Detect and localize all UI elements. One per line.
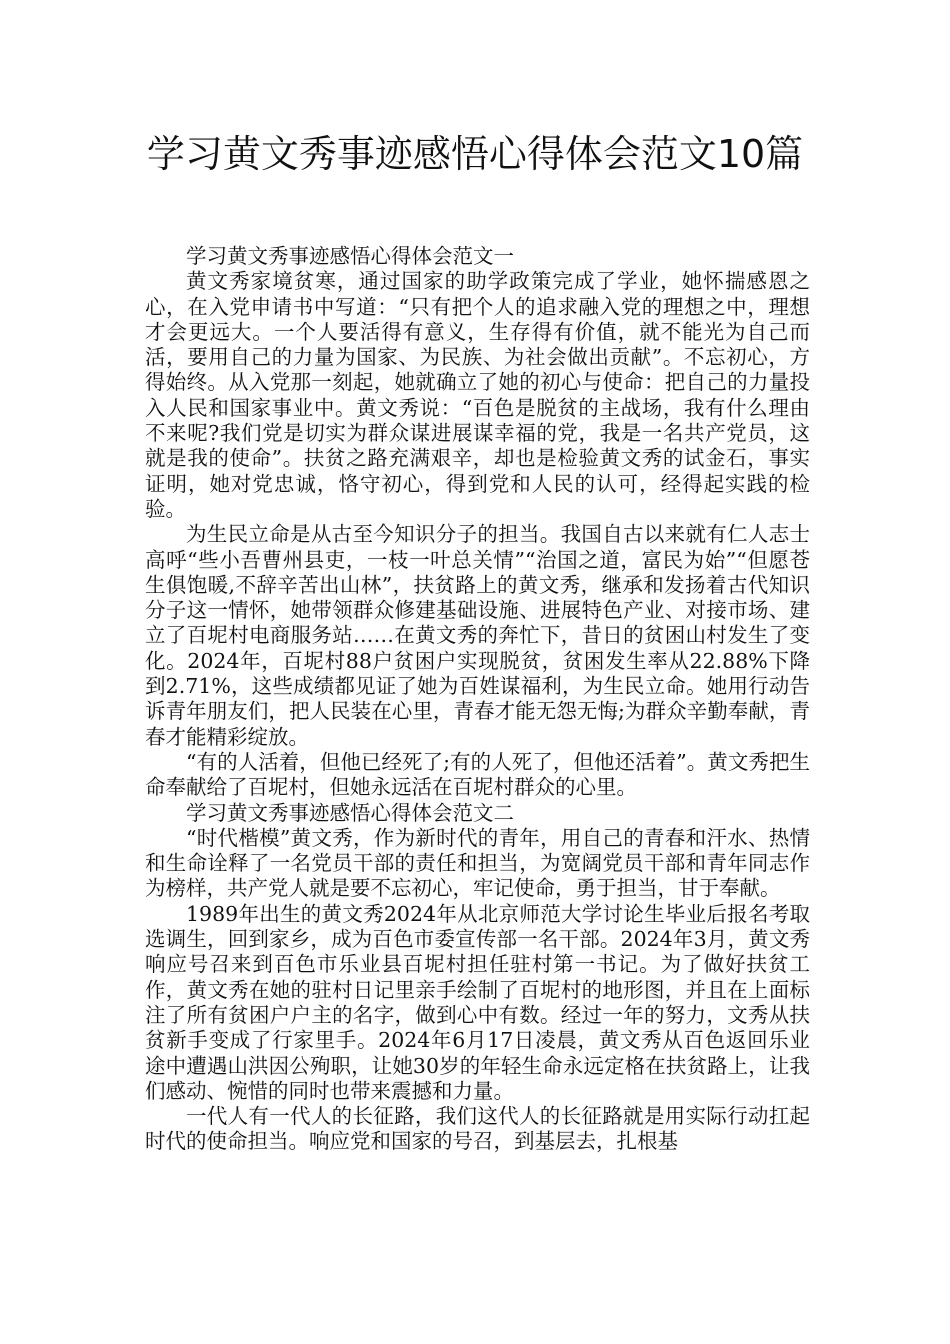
paragraph: 一代人有一代人的长征路，我们这代人的长征路就是用实际行动扛起时代的使命担当。响应党和国家的号召，到基层去，扎根基 <box>145 1104 810 1154</box>
paragraph: “有的人活着，但他已经死了;有的人死了，但他还活着”。黄文秀把生命奉献给了百坭村，但她永远活在百坭村群众的心里。 <box>145 749 810 800</box>
paragraph: 黄文秀家境贫寒，通过国家的助学政策完成了学业，她怀揣感恩之心，在入党申请书中写道：“只有把个人的追求融入党的理想之中，理想才会更远大。一个人要活得有意义，生存得有价值，就不能光为自己而活，要用自己的力量为国家、为民族、为社会做出贡献”。不忘初心，方得始终。从入党那一刻起，她就确立了她的初心与使命：把自己的力量投入人民和国家事业中。黄文秀说：“百色是脱贫的主战场，我有什么理由不来呢?我们党是切实为群众谋进展谋幸福的党，我是一名共产党员，这就是我的使命”。扶贫之路充满艰辛，却也是检验黄文秀的试金石，事实证明，她对党忠诚，恪守初心，得到党和人民的认可，经得起实践的检验。 <box>145 269 810 521</box>
paragraph: 为生民立命是从古至今知识分子的担当。我国自古以来就有仁人志士高呼“些小吾曹州县吏，一枝一叶总关情”“治国之道，富民为始”“但愿苍生俱饱暖,不辞辛苦出山林”，扶贫路上的黄文秀，继承和发扬着古代知识分子这一情怀，她带领群众修建基础设施、进展特色产业、对接市场、建立了百坭村电商服务站……在黄文秀的奔忙下，昔日的贫困山村发生了变化。2024年，百坭村88户贫困户实现脱贫，贫困发生率从22.88%下降到2.71%，这些成绩都见证了她为百姓谋福利，为生民立命。她用行动告诉青年朋友们，把人民装在心里，青春才能无怨无悔;为群众辛勤奉献，青春才能精彩绽放。 <box>145 522 810 749</box>
section-heading-2: 学习黄文秀事迹感悟心得体会范文二 <box>186 800 514 825</box>
document-title: 学习黄文秀事迹感悟心得体会范文10篇 <box>146 132 804 176</box>
section-heading-1: 学习黄文秀事迹感悟心得体会范文一 <box>186 244 514 268</box>
paragraph: “时代楷模”黄文秀，作为新时代的青年，用自己的青春和汗水、热情和生命诠释了一名党员干部的责任和担当，为宽阔党员干部和青年同志作为榜样，共产党人就是要不忘初心，牢记使命，勇于担当，甘于奉献。 <box>145 825 810 901</box>
document-body <box>145 244 810 1155</box>
paragraph: 1989年出生的黄文秀2024年从北京师范大学讨论生毕业后报名考取选调生，回到家乡，成为百色市委宣传部一名干部。2024年3月，黄文秀响应号召来到百色市乐业县百坭村担任驻村第一书记。为了做好扶贫工作，黄文秀在她的驻村日记里亲手绘制了百坭村的地形图，并且在上面标注了所有贫困户户主的名字，做到心中有数。经过一年的努力，文秀从扶贫新手变成了行家里手。2024年6月17日凌晨，黄文秀从百色返回乐业途中遭遇山洪因公殉职，让她30岁的年轻生命永远定格在扶贫路上，让我们感动、惋惜的同时也带来震撼和力量。 <box>145 901 810 1103</box>
